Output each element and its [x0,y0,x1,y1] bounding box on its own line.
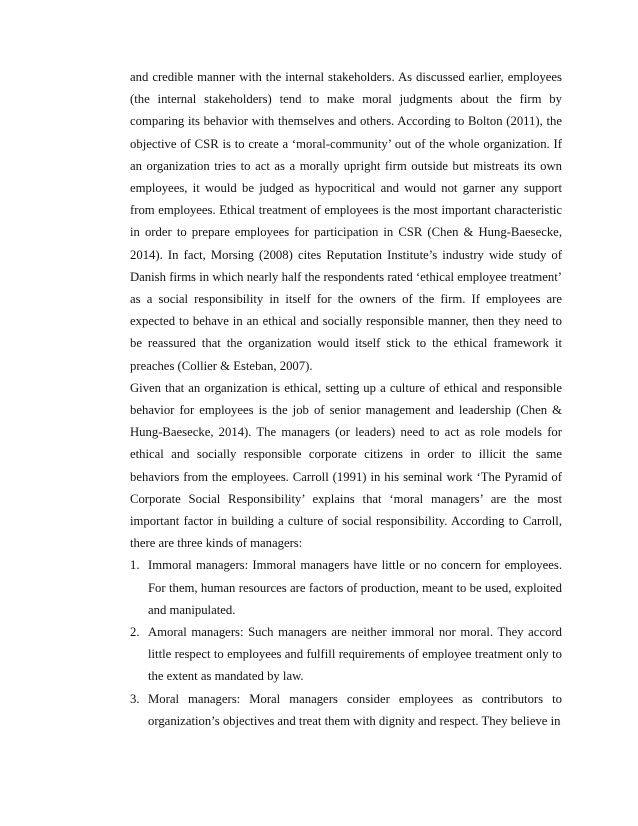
list-number: 1. [130,558,140,573]
managers-list [130,554,562,732]
paragraph: Given that an organization is ethical, setting up a culture of ethical and responsible behavior for employees is the job of senior management and leadership (Chen & Hung-Baesecke, 2014). The managers (or leaders) need to act as role models for ethical and socially responsible corporate citizens in order to illicit the same behaviors from the employees. Carroll (1991) in his seminal work ‘The Pyramid of Corporate Social Responsibility’ explains that ‘moral managers’ are the most important factor in building a culture of social responsibility. According to Carroll, there are three kinds of managers: [130,380,562,551]
list-number: 2. [130,625,140,640]
list-item [130,688,562,732]
list-item-text: Amoral managers: Such managers are neither immoral nor moral. They accord little respect to employees and fulfill requirements of employee treatment only to the extent as mandated by law. [148,625,562,684]
body-text [130,66,562,732]
list-item-text: Immoral managers: Immoral managers have little or no concern for employees. For them, human resources are factors of production, meant to be used, exploited and manipulated. [148,558,562,617]
paragraph: and credible manner with the internal stakeholders. As discussed earlier, employees (the internal stakeholders) tend to make moral judgments about the firm by comparing its behavior with themselves and others. According to Bolton (2011), the objective of CSR is to create a ‘moral-community’ out of the whole organization. If an organization tries to act as a morally upright firm outside but mistreats its own employees, it would be judged as hypocritical and would not garner any support from employees. Ethical treatment of employees is the most important characteristic in order to prepare employees for participation in CSR (Chen & Hung-Baesecke, 2014). In fact, Morsing (2008) cites Reputation Institute’s industry wide study of Danish firms in which nearly half the respondents rated ‘ethical employee treatment’ as a social responsibility in itself for the owners of the firm. If employees are expected to behave in an ethical and socially responsible manner, then they need to be reassured that the organization would itself stick to the ethical framework it preaches (Collier & Esteban, 2007). [130,70,562,373]
list-item [130,554,562,621]
list-item-text: Moral managers: Moral managers consider employees as contributors to organization’s objectives and treat them with dignity and respect. They believe in [148,691,562,728]
list-number: 3. [130,691,140,706]
list-item [130,621,562,688]
